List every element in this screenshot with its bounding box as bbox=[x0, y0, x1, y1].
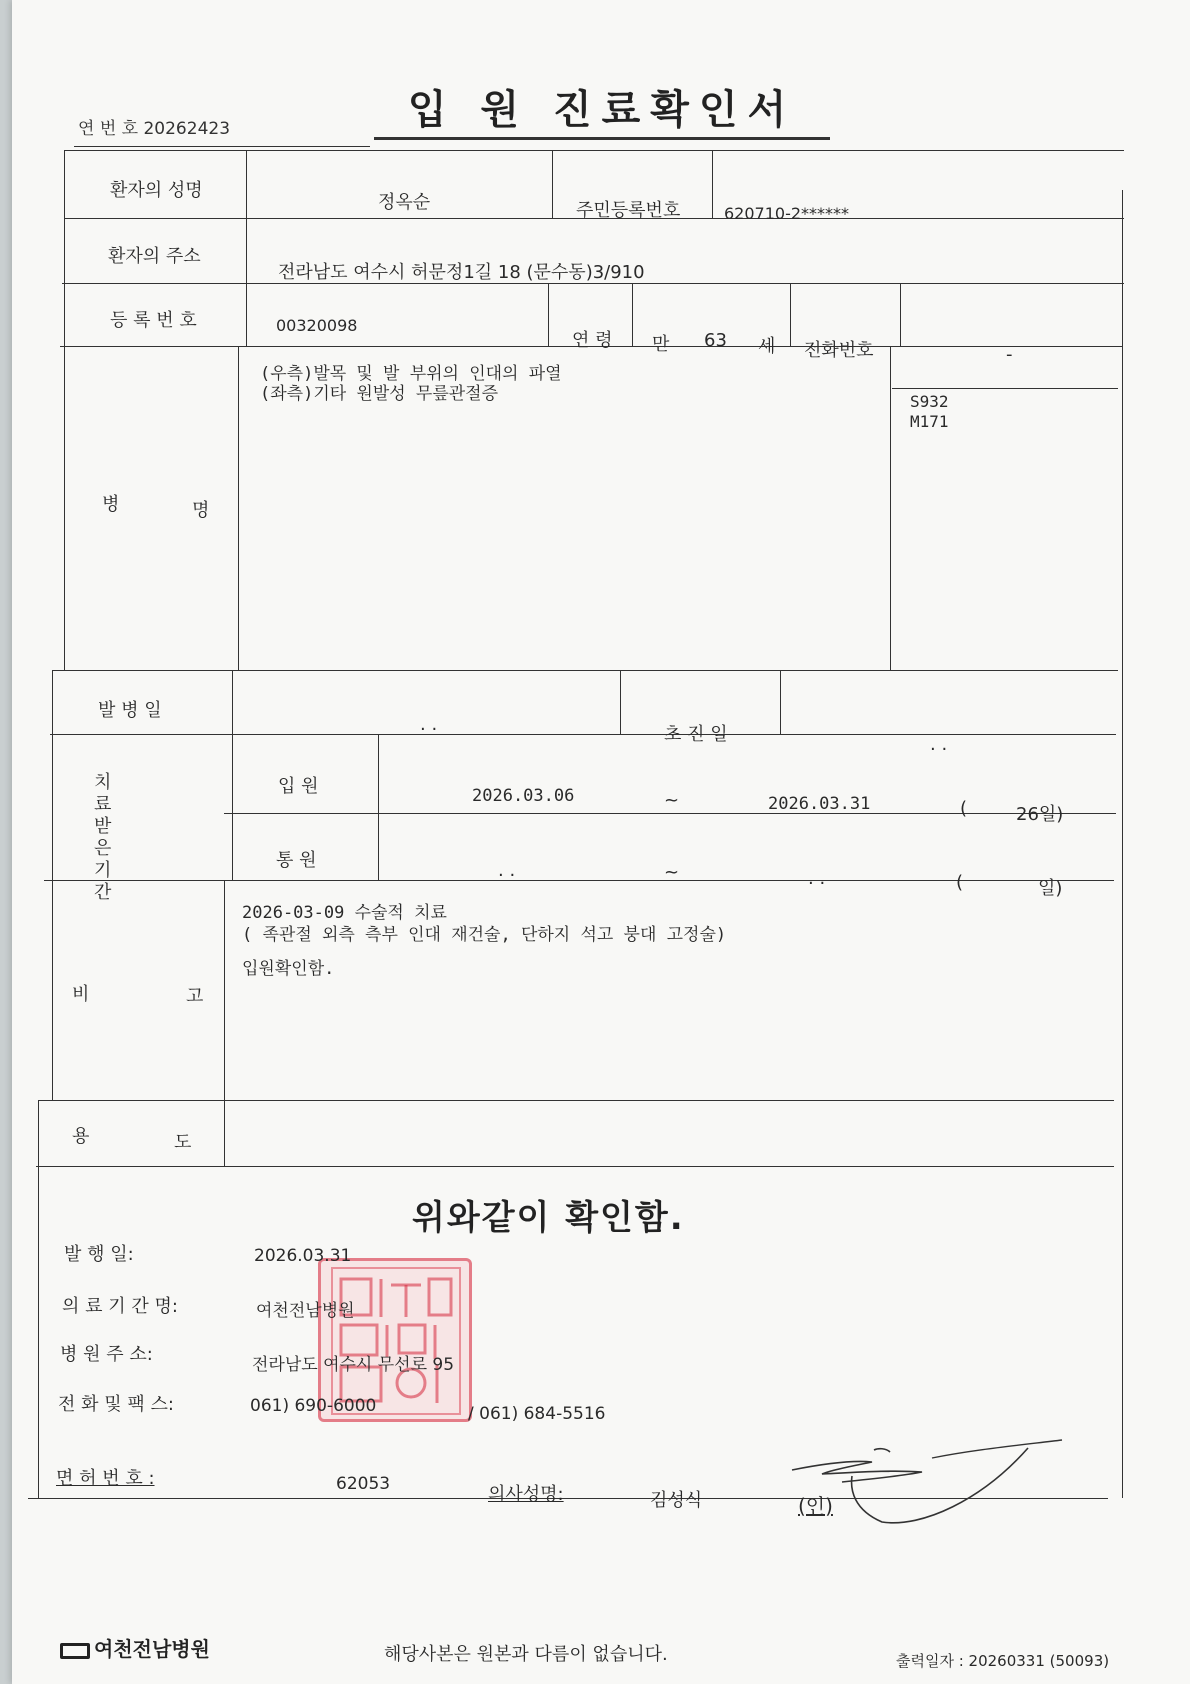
age-value: 63 bbox=[704, 330, 727, 351]
table-line bbox=[548, 283, 549, 346]
label-remarks-2: 고 bbox=[186, 986, 204, 1007]
admission-days-open: ( bbox=[960, 798, 968, 819]
diagnosis-codes bbox=[910, 392, 949, 432]
table-line bbox=[224, 813, 1116, 814]
first-visit-date: . . bbox=[930, 734, 948, 755]
remarks-line: 입원확인함. bbox=[242, 959, 335, 979]
label-outpatient: 통 원 bbox=[276, 850, 317, 871]
label-resident-no: 주민등록번호 bbox=[576, 200, 681, 221]
diagnosis-line: (우측)발목 및 발 부위의 인대의 파열 bbox=[260, 364, 562, 384]
label-admission: 입 원 bbox=[278, 776, 319, 797]
confirmation-statement: 위와같이 확인함. bbox=[412, 1198, 685, 1238]
label-remarks-1: 비 bbox=[72, 984, 90, 1005]
logo-text: 여천전남병원 bbox=[94, 1637, 210, 1661]
onset-date: . . bbox=[420, 714, 438, 735]
remarks-line: ( 족관절 외측 측부 인대 재건술, 단하지 석고 붕대 고정술) bbox=[242, 925, 727, 945]
patient-name: 정옥순 bbox=[378, 192, 431, 213]
hospital-logo bbox=[60, 1633, 210, 1662]
table-line bbox=[38, 1100, 1114, 1101]
age-prefix: 만 bbox=[652, 334, 670, 355]
label-diagnosis-1: 병 bbox=[102, 494, 120, 515]
table-line bbox=[50, 734, 1116, 735]
seal-mark: (인) bbox=[798, 1494, 833, 1518]
table-line bbox=[620, 670, 621, 734]
serial-underline bbox=[74, 146, 370, 147]
label-purpose-2: 도 bbox=[174, 1132, 192, 1153]
outpatient-tilde: ~ bbox=[664, 862, 680, 883]
diagnosis-line: (좌측)기타 원발성 무릎관절증 bbox=[260, 384, 499, 404]
outpatient-to: . . bbox=[808, 868, 826, 889]
outpatient-days: 일) bbox=[1038, 878, 1063, 899]
label-issue-date: 발 행 일: bbox=[64, 1244, 134, 1265]
table-line bbox=[38, 1100, 39, 1498]
table-line bbox=[52, 670, 1118, 671]
label-age: 연 령 bbox=[572, 330, 613, 351]
table-line bbox=[224, 880, 225, 1166]
table-line bbox=[232, 670, 233, 880]
table-line bbox=[890, 346, 891, 670]
label-patient-name: 환자의 성명 bbox=[110, 180, 203, 201]
copy-note: 해당사본은 원본과 다름이 없습니다. bbox=[384, 1644, 668, 1665]
label-hospital-address: 병 원 주 소: bbox=[60, 1344, 153, 1365]
remarks-text bbox=[242, 902, 726, 980]
logo-mark-icon bbox=[60, 1643, 90, 1659]
patient-address: 전라남도 여수시 허문정1길 18 (문수동)3/910 bbox=[278, 262, 645, 283]
diagnosis-code: M171 bbox=[910, 412, 949, 431]
label-institution: 의 료 기 간 명: bbox=[62, 1296, 178, 1317]
table-line bbox=[892, 388, 1118, 389]
table-line bbox=[790, 283, 791, 346]
table-line bbox=[64, 150, 1124, 151]
diagnosis-list bbox=[260, 364, 562, 404]
table-line bbox=[36, 1166, 1114, 1167]
admission-tilde: ~ bbox=[664, 790, 680, 811]
hospital-fax: / 061) 684-5516 bbox=[468, 1404, 606, 1424]
label-onset-date: 발 병 일 bbox=[98, 700, 162, 721]
label-patient-address: 환자의 주소 bbox=[108, 246, 201, 267]
hospital-tel: 061) 690-6000 bbox=[250, 1396, 377, 1416]
table-line bbox=[632, 283, 633, 346]
admission-days: 26일) bbox=[1016, 804, 1064, 825]
resident-no: 620710-2****** bbox=[724, 204, 850, 223]
institution-name: 여천전남병원 bbox=[256, 1301, 355, 1321]
label-phone: 전화번호 bbox=[804, 340, 874, 361]
title-underline bbox=[374, 137, 830, 140]
print-info: 출력일자 : 20260331 (50093) bbox=[896, 1652, 1110, 1670]
table-line bbox=[64, 150, 65, 670]
label-first-visit: 초 진 일 bbox=[664, 724, 728, 745]
doctor-signature bbox=[782, 1430, 1072, 1530]
outpatient-days-open: ( bbox=[956, 872, 964, 893]
label-tel-fax: 전 화 및 팩 스: bbox=[58, 1394, 174, 1415]
table-line bbox=[52, 670, 53, 1100]
label-license-no: 면 허 번 호 : bbox=[56, 1468, 155, 1489]
doctor-name: 김성식 bbox=[650, 1490, 703, 1511]
serial-value: 20262423 bbox=[143, 119, 231, 139]
admission-to: 2026.03.31 bbox=[768, 794, 871, 814]
label-purpose-1: 용 bbox=[72, 1126, 90, 1147]
outpatient-from: . . bbox=[498, 860, 516, 881]
table-line bbox=[900, 283, 901, 346]
table-line bbox=[44, 880, 1114, 881]
table-line bbox=[780, 670, 781, 734]
label-diagnosis-2: 명 bbox=[192, 500, 210, 521]
label-treatment-period: 치료받은기간 bbox=[94, 772, 112, 903]
label-doctor-name: 의사성명: bbox=[488, 1484, 564, 1505]
diagnosis-code: S932 bbox=[910, 392, 949, 411]
phone-value: - bbox=[1006, 344, 1013, 365]
document-title: 입 원 진료확인서 bbox=[407, 87, 797, 133]
serial-label: 연 번 호 bbox=[78, 119, 139, 139]
remarks-line: 2026-03-09 수술적 치료 bbox=[242, 903, 447, 923]
table-line bbox=[246, 150, 247, 346]
age-suffix: 세 bbox=[758, 336, 776, 357]
table-line bbox=[238, 346, 239, 670]
document-page bbox=[12, 0, 1190, 1684]
license-no: 62053 bbox=[336, 1474, 391, 1494]
hospital-address: 전라남도 여수시 무선로 95 bbox=[252, 1355, 455, 1375]
table-line bbox=[378, 734, 379, 880]
table-line bbox=[712, 150, 713, 218]
admission-from: 2026.03.06 bbox=[472, 786, 575, 806]
serial-number bbox=[78, 114, 230, 139]
table-line bbox=[552, 150, 553, 218]
reg-no: 00320098 bbox=[276, 316, 358, 335]
issue-date: 2026.03.31 bbox=[254, 1246, 352, 1266]
label-reg-no: 등 록 번 호 bbox=[110, 310, 197, 331]
table-line bbox=[1122, 190, 1123, 1498]
